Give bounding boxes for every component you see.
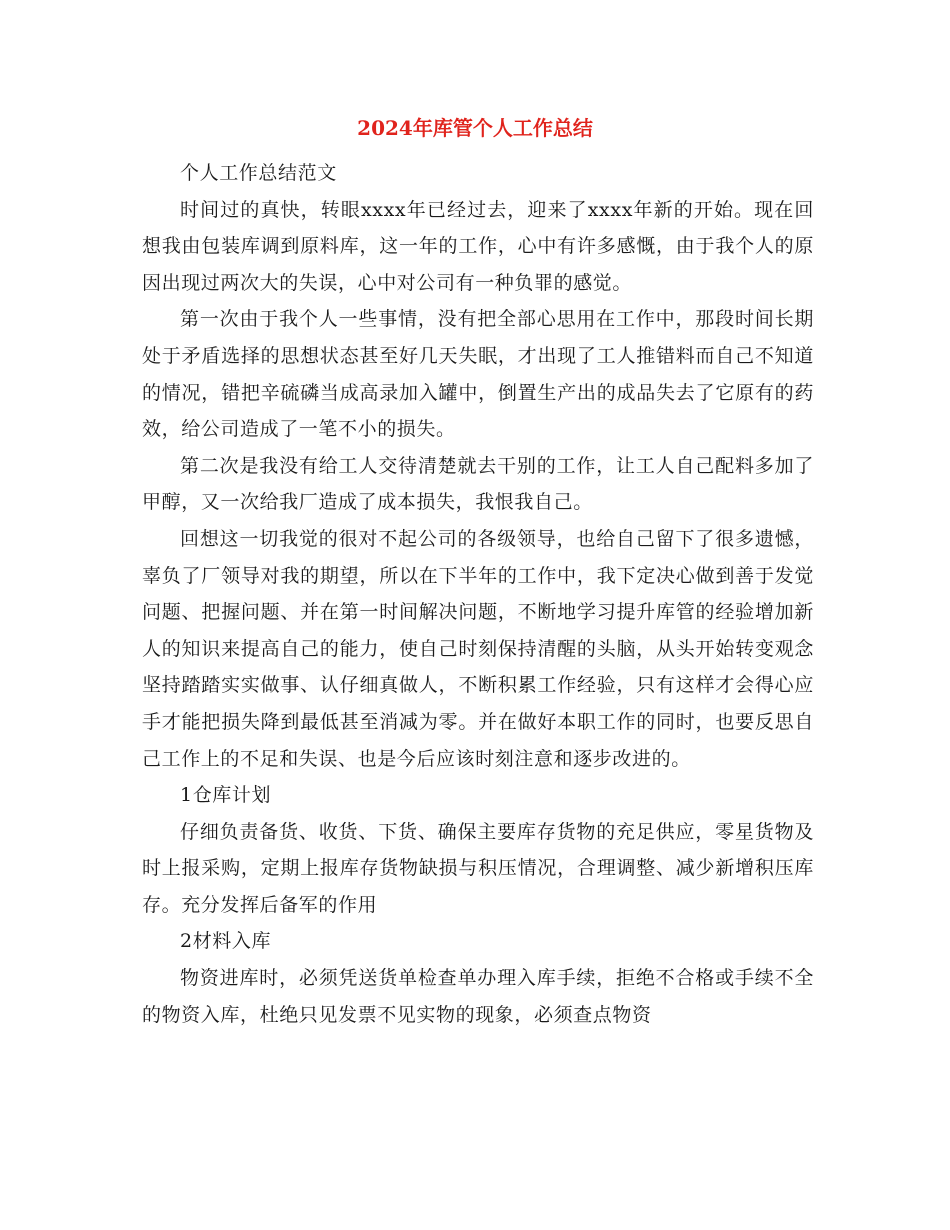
section-heading-material-intake: 2材料入库 <box>180 930 272 953</box>
paragraph-intro: 时间过的真快，转眼xxxx年已经过去，迎来了xxxx年新的开始。现在回想我由包装库调到原料库，这一年的工作，心中有许多感慨，由于我个人的原因出现过两次大的失误，心中对公司有一种负罪的感觉。 <box>142 198 814 294</box>
paragraph-first-mistake: 第一次由于我个人一些事情，没有把全部心思用在工作中，那段时间长期处于矛盾选择的思想状态甚至好几天失眠，才出现了工人推错料而自己不知道的情况，错把辛硫磷当成高录加入罐中，倒置生产出的成品失去了它原有的药效，给公司造成了一笔不小的损失。 <box>142 308 814 441</box>
paragraph-second-mistake: 第二次是我没有给工人交待清楚就去干别的工作，让工人自己配料多加了甲醇，又一次给我厂造成了成本损失，我恨我自己。 <box>142 454 814 514</box>
paragraph-warehouse-plan: 仔细负责备货、收货、下货、确保主要库存货物的充足供应，零星货物及时上报采购，定期上报库存货物缺损与积压情况，合理调整、减少新增积压库存。充分发挥后备军的作用 <box>142 820 814 916</box>
document-body <box>142 155 814 1033</box>
paragraph-reflection: 回想这一切我觉的很对不起公司的各级领导，也给自己留下了很多遗憾，辜负了厂领导对我的期望，所以在下半年的工作中，我下定决心做到善于发觉问题、把握问题、并在第一时间解决问题，不断地学习提升库管的经验增加新人的知识来提高自己的能力，使自己时刻保持清醒的头脑，从头开始转变观念坚持踏踏实实做事、认仔细真做人，不断积累工作经验，只有这样才会得心应手才能把损失降到最低甚至消减为零。并在做好本职工作的同时，也要反思自己工作上的不足和失误、也是今后应该时刻注意和逐步改进的。 <box>142 527 814 770</box>
paragraph-material-intake: 物资进库时，必须凭送货单检查单办理入库手续，拒绝不合格或手续不全的物资入库，杜绝只见发票不见实物的现象，必须查点物资 <box>142 967 814 1026</box>
paragraph-subtitle: 个人工作总结范文 <box>180 162 337 184</box>
section-heading-warehouse-plan: 1仓库计划 <box>180 784 272 807</box>
document-title: 2024年库管个人工作总结 <box>357 116 593 140</box>
